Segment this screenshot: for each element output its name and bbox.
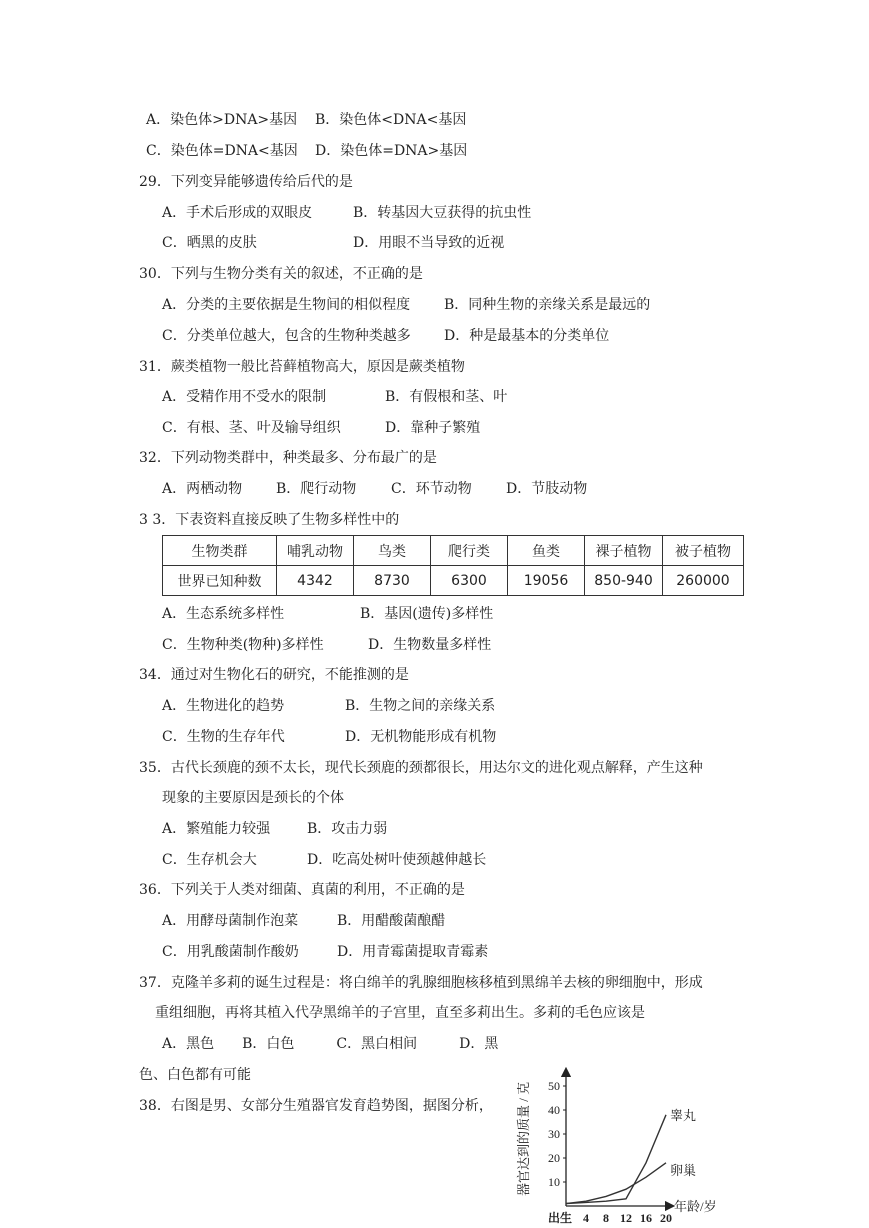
q35-option-c: C．生存机会大 — [162, 852, 257, 868]
q37-stem-line1: 37．克隆羊多莉的诞生过程是：将白绵羊的乳腺细胞核移植到黑绵羊去核的卵细胞中，形成 — [139, 975, 703, 991]
y-tick-label: 40 — [548, 1103, 560, 1117]
q34-option-b: B．生物之间的亲缘关系 — [345, 698, 496, 714]
q36-option-c: C．用乳酸菌制作酸奶 — [162, 944, 299, 960]
q29-option-c: C．晒黑的皮肤 — [162, 235, 257, 251]
q28-option-c: C．染色体=DNA<基因 — [146, 143, 298, 159]
table-header-row — [163, 536, 744, 566]
y-axis-label: 器官达到的质量 / 克 — [516, 1081, 531, 1196]
table-cell: 4342 — [277, 566, 354, 596]
x-tick-label: 8 — [603, 1211, 609, 1225]
q34-option-c: C．生物的生存年代 — [162, 729, 285, 745]
q36-option-a: A．用酵母菌制作泡菜 — [162, 913, 299, 929]
q36-option-b: B．用醋酸菌酿醋 — [337, 913, 446, 929]
q29-option-b: B．转基因大豆获得的抗虫性 — [353, 205, 532, 221]
q31-option-c: C．有根、茎、叶及输导组织 — [162, 420, 341, 436]
table-cell: 爬行类 — [431, 536, 508, 566]
q34-stem: 34．通过对生物化石的研究，不能推测的是 — [139, 667, 409, 683]
q35-stem-line2: 现象的主要原因是颈长的个体 — [162, 790, 344, 806]
y-tick-label: 10 — [548, 1175, 560, 1189]
q28-option-b: B．染色体<DNA<基因 — [315, 112, 467, 128]
table-cell: 世界已知种数 — [163, 566, 277, 596]
q35-option-a: A．繁殖能力较强 — [162, 821, 271, 837]
table-cell: 850-940 — [585, 566, 663, 596]
y-tick-label: 20 — [548, 1151, 560, 1165]
series-line-ovary — [566, 1163, 666, 1204]
q30-option-a: A．分类的主要依据是生物间的相似程度 — [162, 297, 411, 313]
y-tick-label: 30 — [548, 1127, 560, 1141]
q31-option-a: A．受精作用不受水的限制 — [162, 389, 327, 405]
q30-option-d: D．种是最基本的分类单位 — [444, 328, 610, 344]
x-tick-label: 12 — [620, 1211, 632, 1225]
table-row — [163, 566, 744, 596]
q35-stem-line1: 35．古代长颈鹿的颈不太长，现代长颈鹿的颈都很长，用达尔文的进化观点解释，产生这种 — [139, 760, 703, 776]
q28-option-a: A．染色体>DNA>基因 — [146, 112, 298, 128]
q37-stem-line2: 重组细胞，再将其植入代孕黑绵羊的子宫里，直至多莉出生。多莉的毛色应该是 — [155, 1005, 645, 1021]
q37-options: A．黑色 B．白色 C．黑白相间 D．黑 — [162, 1036, 499, 1052]
q34-option-d: D．无机物能形成有机物 — [345, 729, 497, 745]
q31-option-b: B．有假根和茎、叶 — [385, 389, 508, 405]
y-tick-label: 50 — [548, 1079, 560, 1093]
q30-option-c: C．分类单位越大，包含的生物种类越多 — [162, 328, 411, 344]
q35-option-d: D．吃高处树叶使颈越伸越长 — [307, 852, 487, 868]
q29-stem: 29．下列变异能够遗传给后代的是 — [139, 174, 353, 190]
q33-option-b: B．基因(遗传)多样性 — [360, 606, 494, 622]
q33-option-c: C．生物种类(物种)多样性 — [162, 637, 324, 653]
x-axis-label: 年龄/岁 — [674, 1199, 717, 1214]
table-cell: 鱼类 — [508, 536, 585, 566]
q32-option-d: D．节肢动物 — [506, 481, 588, 497]
organ-growth-chart — [510, 1058, 750, 1228]
species-table — [162, 535, 744, 596]
q29-option-d: D．用眼不当导致的近视 — [353, 235, 505, 251]
table-cell: 8730 — [354, 566, 431, 596]
x-tick-label: 20 — [660, 1211, 672, 1225]
q32-option-b: B．爬行动物 — [276, 481, 357, 497]
table-cell: 6300 — [431, 566, 508, 596]
table-cell: 哺乳动物 — [277, 536, 354, 566]
q36-option-d: D．用青霉菌提取青霉素 — [337, 944, 489, 960]
q32-option-c: C．环节动物 — [391, 481, 472, 497]
q34-option-a: A．生物进化的趋势 — [162, 698, 285, 714]
series-line-testis — [566, 1115, 666, 1204]
q30-stem: 30．下列与生物分类有关的叙述，不正确的是 — [139, 266, 423, 282]
q33-stem: 3 3．下表资料直接反映了生物多样性中的 — [139, 512, 400, 528]
q29-option-a: A．手术后形成的双眼皮 — [162, 205, 313, 221]
q28-option-d: D．染色体=DNA>基因 — [315, 143, 468, 159]
table-cell: 裸子植物 — [585, 536, 663, 566]
q30-option-b: B．同种生物的亲缘关系是最远的 — [444, 297, 651, 313]
q35-option-b: B．攻击力弱 — [307, 821, 388, 837]
x-tick-label: 4 — [583, 1211, 589, 1225]
q38-stem: 38．右图是男、女部分生殖器官发育趋势图，据图分析， — [139, 1098, 493, 1114]
q33-option-a: A．生态系统多样性 — [162, 606, 285, 622]
q33-option-d: D．生物数量多样性 — [368, 637, 492, 653]
table-cell: 19056 — [508, 566, 585, 596]
q36-stem: 36．下列关于人类对细菌、真菌的利用，不正确的是 — [139, 882, 465, 898]
q37-options-continued: 色、白色都有可能 — [139, 1067, 251, 1083]
table-cell: 鸟类 — [354, 536, 431, 566]
q32-stem: 32．下列动物类群中，种类最多、分布最广的是 — [139, 450, 437, 466]
series-label: 睾丸 — [670, 1107, 697, 1123]
q31-option-d: D．靠种子繁殖 — [385, 420, 481, 436]
q32-option-a: A．两栖动物 — [162, 481, 243, 497]
x-tick-label: 出生 — [547, 1211, 573, 1225]
series-label: 卵巢 — [670, 1162, 697, 1178]
table-cell: 被子植物 — [663, 536, 744, 566]
x-tick-label: 16 — [640, 1211, 652, 1225]
table-cell: 生物类群 — [163, 536, 277, 566]
table-cell: 260000 — [663, 566, 744, 596]
q31-stem: 31．蕨类植物一般比苔藓植物高大，原因是蕨类植物 — [139, 359, 465, 375]
